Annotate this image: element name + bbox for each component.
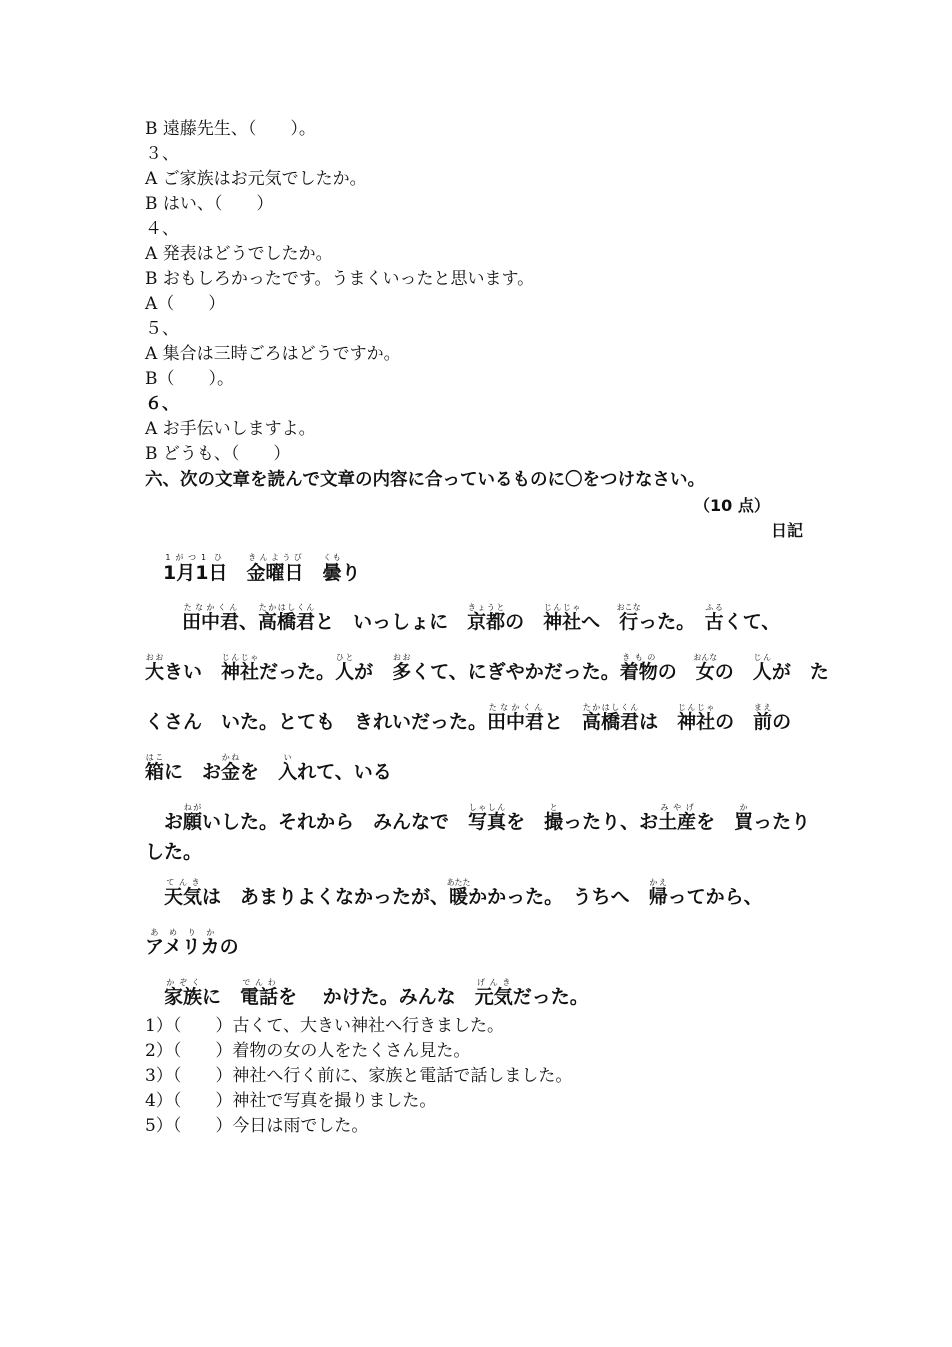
dialogue-line: A 発表はどうでしたか。 <box>145 244 333 264</box>
furigana: おこな <box>616 603 641 612</box>
ruby-word: 京都きょうと <box>467 603 506 633</box>
furigana: じんじゃ <box>221 653 260 662</box>
diary-paragraph: 家族かぞくに 電話でんわを かけた。みんな 元気げんきだった。 <box>164 978 589 1008</box>
ruby-word: 帰かえ <box>648 878 668 908</box>
dialogue-line: B はい、（ ） <box>145 194 274 214</box>
furigana: ねが <box>183 803 203 812</box>
ruby-word: 女おんな <box>693 653 718 683</box>
ruby-word: 高橋君たかはしくん <box>582 703 640 733</box>
furigana: おお <box>392 653 412 662</box>
furigana: たかはしくん <box>258 603 316 612</box>
dialogue-line: B どうも、（ ） <box>145 444 291 464</box>
diary-paragraph: 田中君たなかくん、高橋君たかはしくんと いっしょに 京都きょうとの 神社じんじゃへ 行おこなった。 古ふるくて、 <box>182 603 781 633</box>
furigana: てんき <box>164 878 203 887</box>
question-item: 5）（ ）今日は雨でした。 <box>145 1116 369 1136</box>
furigana: はこ <box>145 753 165 762</box>
ruby-word: 神社じんじゃ <box>677 703 716 733</box>
ruby-word: 高橋君たかはしくん <box>258 603 316 633</box>
ruby-word: 家族かぞく <box>164 978 203 1008</box>
dialogue-number: ３、 <box>145 144 179 164</box>
dialogue-number: ６、 <box>145 394 179 414</box>
furigana: ひと <box>335 653 355 662</box>
furigana: じんじゃ <box>543 603 582 612</box>
ruby-word: 入い <box>278 753 298 783</box>
furigana: あたた <box>446 878 471 887</box>
ruby-word: 多おお <box>392 653 412 683</box>
dialogue-number: ５、 <box>145 319 179 339</box>
ruby-word: 古ふる <box>704 603 724 633</box>
ruby-word: 大おお <box>145 653 165 683</box>
ruby-word: 日ひ <box>208 553 228 584</box>
dialogue-line: A 集合は三時ごろはどうですか。 <box>145 344 401 364</box>
furigana: しゃしん <box>468 803 507 812</box>
ruby-word: 天気てんき <box>164 878 203 908</box>
dialogue-line: A ご家族はお元気でしたか。 <box>145 169 367 189</box>
furigana: と <box>544 803 564 812</box>
furigana: か <box>734 803 754 812</box>
question-item: 1）（ ）古くて、大きい神社へ行きました。 <box>145 1016 504 1036</box>
dialogue-line: B（ ）。 <box>145 369 234 389</box>
ruby-word: アメリカあめりか <box>145 928 220 958</box>
furigana: げんき <box>474 978 513 987</box>
dialogue-number: ４、 <box>145 219 179 239</box>
furigana: ひ <box>208 553 228 562</box>
dialogue-line: B おもしろかったです。うまくいったと思います。 <box>145 269 535 289</box>
ruby-word: 人ひと <box>335 653 355 683</box>
dialogue-line: A（ ） <box>145 294 226 314</box>
section-title: 六、次の文章を読んで文章の内容に合っているものに〇をつけなさい。 <box>145 470 705 490</box>
ruby-word: 田中君たなかくん <box>487 703 545 733</box>
ruby-word: 前まえ <box>753 703 773 733</box>
diary-date-line: 1月11がつ1日ひ 金曜日きんようび 曇くもり <box>163 553 361 584</box>
ruby-word: 箱はこ <box>145 753 165 783</box>
diary-paragraph: 天気てんきは あまりよくなかったが、暖あたたかかった。 うちへ 帰かえってから、 <box>164 878 763 908</box>
furigana: たなかくん <box>182 603 240 612</box>
ruby-word: 土産みやげ <box>658 803 697 833</box>
furigana: おんな <box>693 653 718 662</box>
ruby-word: 人じん <box>752 653 772 683</box>
furigana: あめりか <box>145 928 220 937</box>
furigana: じんじゃ <box>677 703 716 712</box>
ruby-word: 曇くも <box>322 553 342 584</box>
ruby-word: 電話でんわ <box>240 978 279 1008</box>
ruby-word: 暖あたた <box>446 878 471 908</box>
ruby-word: 行おこな <box>616 603 641 633</box>
diary-label: 日記 <box>771 521 804 540</box>
question-item: 3）（ ）神社へ行く前に、家族と電話で話しました。 <box>145 1066 573 1086</box>
ruby-word: 元気げんき <box>474 978 513 1008</box>
furigana: かえ <box>648 878 668 887</box>
ruby-word: 願ねが <box>183 803 203 833</box>
furigana: たなかくん <box>487 703 545 712</box>
ruby-word: 1月11がつ1 <box>163 553 209 584</box>
furigana: でんわ <box>240 978 279 987</box>
ruby-word: 田中君たなかくん <box>182 603 240 633</box>
furigana: きもの <box>619 653 658 662</box>
furigana: くも <box>322 553 342 562</box>
furigana: い <box>278 753 298 762</box>
ruby-word: 着物きもの <box>619 653 658 683</box>
furigana: じん <box>752 653 772 662</box>
diary-paragraph: お願ねがいした。それから みんなで 写真しゃしんを 撮とったり、お土産みやげを 買かったり <box>145 803 811 833</box>
diary-paragraph: くさん いた。とても きれいだった。田中君たなかくんと 高橋君たかはしくんは 神社じんじゃの 前まえの <box>145 703 792 733</box>
furigana: きょうと <box>467 603 506 612</box>
ruby-word: 金かね <box>221 753 241 783</box>
furigana: たかはしくん <box>582 703 640 712</box>
ruby-word: 神社じんじゃ <box>543 603 582 633</box>
ruby-word: 写真しゃしん <box>468 803 507 833</box>
dialogue-line: A お手伝いしますよ。 <box>145 419 316 439</box>
diary-paragraph: した。 <box>145 841 203 863</box>
ruby-word: 神社じんじゃ <box>221 653 260 683</box>
furigana: おお <box>145 653 165 662</box>
furigana: きんようび <box>246 553 304 562</box>
question-item: 2）（ ）着物の女の人をたくさん見た。 <box>145 1041 471 1061</box>
furigana: ふる <box>704 603 724 612</box>
furigana: みやげ <box>658 803 697 812</box>
diary-paragraph: アメリカあめりかの <box>145 928 239 958</box>
dialogue-line: B 遠藤先生、（ ）。 <box>145 119 316 139</box>
furigana: かぞく <box>164 978 203 987</box>
question-item: 4）（ ）神社で写真を撮りました。 <box>145 1091 437 1111</box>
ruby-word: 金曜日きんようび <box>246 553 304 584</box>
ruby-word: 撮と <box>544 803 564 833</box>
ruby-word: 買か <box>734 803 754 833</box>
furigana: かね <box>221 753 241 762</box>
furigana: 1がつ1 <box>163 553 209 562</box>
section-points: （10 点） <box>694 496 770 515</box>
furigana: まえ <box>753 703 773 712</box>
diary-paragraph: 大おおきい 神社じんじゃだった。人ひとが 多おおくて、にぎやかだった。着物きものの 女おんなの 人じんが た <box>145 653 829 683</box>
diary-paragraph: 箱はこに お金かねを 入いれて、いる <box>145 753 392 783</box>
